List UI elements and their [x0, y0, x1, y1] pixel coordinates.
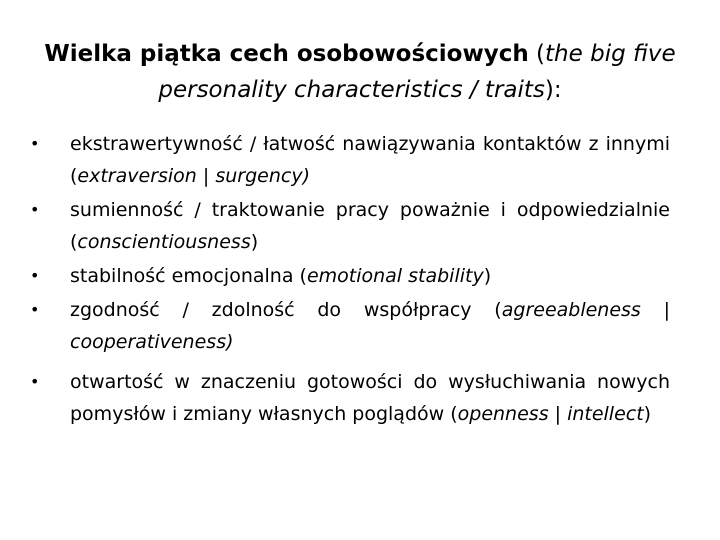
bullet-item-emotional-stability	[30, 260, 670, 292]
bullet-item-openness	[30, 366, 670, 430]
bullet-list	[30, 128, 670, 432]
bullet-italic: openness | intellect	[457, 403, 644, 425]
bullet-item-agreeableness	[30, 294, 670, 358]
bullet-icon: •	[30, 372, 40, 391]
bullet-item-extraversion	[30, 128, 670, 192]
bullet-after: )	[250, 231, 259, 253]
bullet-text: stabilność emocjonalna (	[70, 265, 307, 287]
bullet-text: ekstrawertywność / łatwość nawiązywania kontaktów z innymi (	[70, 133, 670, 187]
bullet-icon: •	[30, 300, 40, 319]
bullet-item-conscientiousness	[30, 194, 670, 258]
bullet-italic: emotional stability	[306, 265, 484, 287]
slide-title	[30, 36, 690, 108]
bullet-after: )	[643, 403, 652, 425]
title-italic-part: the big five personality characteristics / traits	[158, 41, 676, 103]
bullet-italic: conscientiousness	[77, 231, 251, 253]
bullet-italic: extraversion | surgency)	[77, 165, 310, 187]
bullet-text: otwartość w znaczeniu gotowości do wysłuchiwania nowych pomysłów i zmiany własnych poglądów (	[70, 371, 670, 425]
bullet-icon: •	[30, 134, 40, 153]
bullet-text: zgodność / zdolność do współpracy (	[70, 299, 502, 321]
bullet-icon: •	[30, 266, 40, 285]
bullet-text: sumienność / traktowanie pracy poważnie i odpowiedzialnie (	[70, 199, 670, 253]
title-open-paren: (	[528, 41, 546, 67]
bullet-italic: agreeableness | cooperativeness)	[70, 299, 670, 353]
bullet-after: )	[483, 265, 492, 287]
title-bold-part: Wielka piątka cech osobowościowych	[44, 41, 529, 67]
bullet-icon: •	[30, 200, 40, 219]
title-close: ):	[544, 77, 562, 103]
